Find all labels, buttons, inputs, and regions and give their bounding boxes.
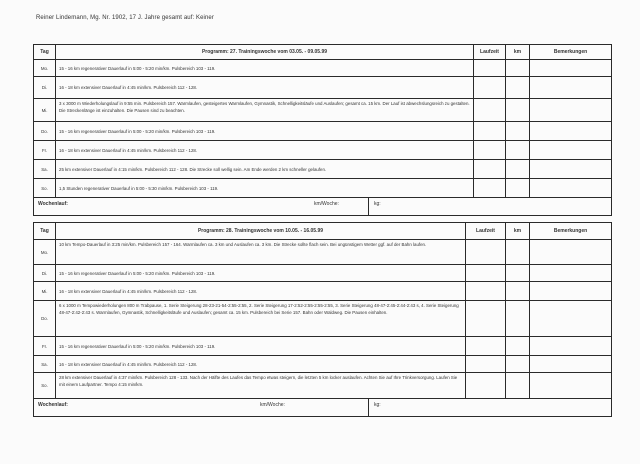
kg-label: kg:	[374, 401, 381, 408]
km-cell[interactable]	[506, 337, 530, 356]
day-label: Mi.	[34, 282, 56, 301]
col-header-km: km	[506, 223, 530, 240]
day-label: Mo.	[34, 60, 56, 77]
km-cell[interactable]	[506, 77, 530, 99]
km-cell[interactable]	[506, 60, 530, 77]
wochenlauf-label: Wochenlauf:	[38, 401, 68, 408]
day-label: Fr.	[34, 141, 56, 160]
km-cell[interactable]	[506, 301, 530, 337]
table-row	[34, 337, 612, 356]
day-label: Mo.	[34, 240, 56, 265]
training-description: 15 - 16 km regenerativer Dauerlauf in 5:00 - 5:20 min/km. Pulsbereich 103 - 119.	[56, 337, 466, 356]
day-label: So.	[34, 373, 56, 399]
laufzeit-cell[interactable]	[474, 160, 506, 179]
laufzeit-cell[interactable]	[474, 99, 506, 122]
laufzeit-cell[interactable]	[466, 356, 506, 373]
col-header-tag: Tag	[34, 45, 56, 60]
training-description: 16 - 18 km extensiver Dauerlauf in 4:45 min/km. Pulsbereich 112 - 128.	[56, 77, 474, 99]
table-row	[34, 356, 612, 373]
laufzeit-cell[interactable]	[474, 122, 506, 141]
table-row	[34, 265, 612, 282]
laufzeit-cell[interactable]	[474, 60, 506, 77]
laufzeit-cell[interactable]	[466, 240, 506, 265]
bemerkungen-cell[interactable]	[530, 77, 612, 99]
laufzeit-cell[interactable]	[466, 301, 506, 337]
footer-divider	[368, 198, 369, 216]
day-label: So.	[34, 179, 56, 198]
col-header-bemerkungen: Bemerkungen	[530, 45, 612, 60]
training-description: 15 - 16 km regenerativer Dauerlauf in 5:00 - 5:20 min/km. Pulsbereich 103 - 119.	[56, 60, 474, 77]
day-label: Do.	[34, 301, 56, 337]
col-header-km: km	[506, 45, 530, 60]
laufzeit-cell[interactable]	[466, 373, 506, 399]
col-header-bemerkungen: Bemerkungen	[530, 223, 612, 240]
week-title: Programm: 28. Trainingswoche vom 10.05. - 16.05.99	[56, 223, 466, 240]
table-row	[34, 301, 612, 337]
km-woche-label: km/Woche:	[260, 401, 285, 408]
laufzeit-cell[interactable]	[466, 337, 506, 356]
km-cell[interactable]	[506, 282, 530, 301]
table-header-row	[34, 45, 612, 60]
bemerkungen-cell[interactable]	[530, 337, 612, 356]
table-row	[34, 373, 612, 399]
bemerkungen-cell[interactable]	[530, 60, 612, 77]
week-title: Programm: 27. Trainingswoche vom 03.05. - 09.05.99	[56, 45, 474, 60]
day-label: Sa.	[34, 160, 56, 179]
col-header-tag: Tag	[34, 223, 56, 240]
day-label: Di.	[34, 265, 56, 282]
col-header-laufzeit: Laufzeit	[466, 223, 506, 240]
day-label: Mi.	[34, 99, 56, 122]
bemerkungen-cell[interactable]	[530, 160, 612, 179]
training-description: 16 - 18 km extensiver Dauerlauf in 4:45 min/km. Pulsbereich 112 - 128.	[56, 141, 474, 160]
bemerkungen-cell[interactable]	[530, 99, 612, 122]
laufzeit-cell[interactable]	[474, 77, 506, 99]
day-label: Do.	[34, 122, 56, 141]
km-cell[interactable]	[506, 373, 530, 399]
km-cell[interactable]	[506, 265, 530, 282]
athlete-header: Reiner Lindemann, Mg. Nr. 1902, 17 J. Jahre gesamt auf: Keiner	[36, 15, 214, 21]
table-row	[34, 179, 612, 198]
day-label: Di.	[34, 77, 56, 99]
training-description: 16 - 18 km extensiver Dauerlauf in 4:45 min/km. Pulsbereich 112 - 128.	[56, 282, 466, 301]
week-table-27	[33, 44, 612, 216]
bemerkungen-cell[interactable]	[530, 282, 612, 301]
training-description: 28 km extensiver Dauerlauf in 4:37 min/km. Pulsbereich 128 - 133. Nach der Hälfte des Laufes das Tempo etwas steigern, die letzten 5 km locker auslaufen. Achten Sie auf Ihre Trinkversorgung. Laufen Sie mit einem Laufpartner. Tempo 4:15 min/km.	[56, 373, 466, 399]
bemerkungen-cell[interactable]	[530, 373, 612, 399]
laufzeit-cell[interactable]	[466, 282, 506, 301]
training-description: 1,5 Stunden regenerativer Dauerlauf in 5:00 - 5:30 min/km. Pulsbereich 103 - 119.	[56, 179, 474, 198]
bemerkungen-cell[interactable]	[530, 122, 612, 141]
table-row	[34, 240, 612, 265]
bemerkungen-cell[interactable]	[530, 265, 612, 282]
table-header-row	[34, 223, 612, 240]
week-footer-row	[34, 198, 612, 216]
footer-divider	[368, 399, 369, 417]
table-row	[34, 141, 612, 160]
bemerkungen-cell[interactable]	[530, 141, 612, 160]
km-cell[interactable]	[506, 160, 530, 179]
wochenlauf-label: Wochenlauf:	[38, 200, 68, 207]
km-cell[interactable]	[506, 356, 530, 373]
training-description: 3 x 3000 m Wiederholungslauf in 9:55 min. Pulsbereich 157. Warmlaufen, gesteigertes Warmlaufen, Gymnastik, Schnelligkeitsläufe und Auslaufen; gesamt ca. 15 km. Der Lauf ist abwechslungsreich zu gestalten. Die Streckenlänge ist einzuhalten. Die Pausen sind zu beachten.	[56, 99, 474, 122]
km-cell[interactable]	[506, 141, 530, 160]
week-footer-row	[34, 399, 612, 417]
training-description: 15 - 16 km regenerativer Dauerlauf in 5:00 - 5:20 min/km. Pulsbereich 103 - 119.	[56, 265, 466, 282]
kg-label: kg:	[374, 200, 381, 207]
col-header-laufzeit: Laufzeit	[474, 45, 506, 60]
bemerkungen-cell[interactable]	[530, 356, 612, 373]
km-cell[interactable]	[506, 99, 530, 122]
table-row	[34, 99, 612, 122]
bemerkungen-cell[interactable]	[530, 301, 612, 337]
bemerkungen-cell[interactable]	[530, 179, 612, 198]
day-label: Sa.	[34, 356, 56, 373]
training-description: 6 x 1000 m Tempowiederholungen 800 m Trabpause, 1. Serie Steigerung 28-23-21-54-2:55-2:55, 2. Serie Steigerung 17-2:52-2:55-2:55-2:55, 3. Serie Steigerung 48-47-2:45-2:44-2:43 s, 4. Serie Steigerung 48-47-2:42-2:43 s. Warmlaufen, Gymnastik, Schnelligkeitsläufe und Auslaufen; gesamt ca. 15 km. Pulsbereich bei Serie 157. Bahn oder Waldweg. Die Pausen einhalten.	[56, 301, 466, 337]
km-cell[interactable]	[506, 179, 530, 198]
laufzeit-cell[interactable]	[474, 179, 506, 198]
table-row	[34, 122, 612, 141]
training-description: 25 km extensiver Dauerlauf in 4:15 min/km. Pulsbereich 112 - 128. Die Strecke soll wellig sein. Am Ende werden 2 km schneller gelaufen.	[56, 160, 474, 179]
table-row	[34, 60, 612, 77]
table-row	[34, 77, 612, 99]
training-description: 16 - 18 km extensiver Dauerlauf in 4:45 min/km. Pulsbereich 112 - 128.	[56, 356, 466, 373]
training-description: 10 km Tempo-Dauerlauf in 3:25 min/km. Pulsbereich 157 - 164. Warmlaufen ca. 3 km und Auslaufen ca. 3 km. Die Strecke sollte flach sein. Bei ungünstigem Wetter ggf. auf der Bahn laufen.	[56, 240, 466, 265]
day-label: Fr.	[34, 337, 56, 356]
laufzeit-cell[interactable]	[474, 141, 506, 160]
table-row	[34, 282, 612, 301]
km-cell[interactable]	[506, 240, 530, 265]
laufzeit-cell[interactable]	[466, 265, 506, 282]
training-description: 15 - 16 km regenerativer Dauerlauf in 5:00 - 5:20 min/km. Pulsbereich 103 - 119.	[56, 122, 474, 141]
km-woche-label: km/Woche:	[314, 200, 339, 207]
bemerkungen-cell[interactable]	[530, 240, 612, 265]
km-cell[interactable]	[506, 122, 530, 141]
table-row	[34, 160, 612, 179]
week-table-28	[33, 222, 612, 417]
